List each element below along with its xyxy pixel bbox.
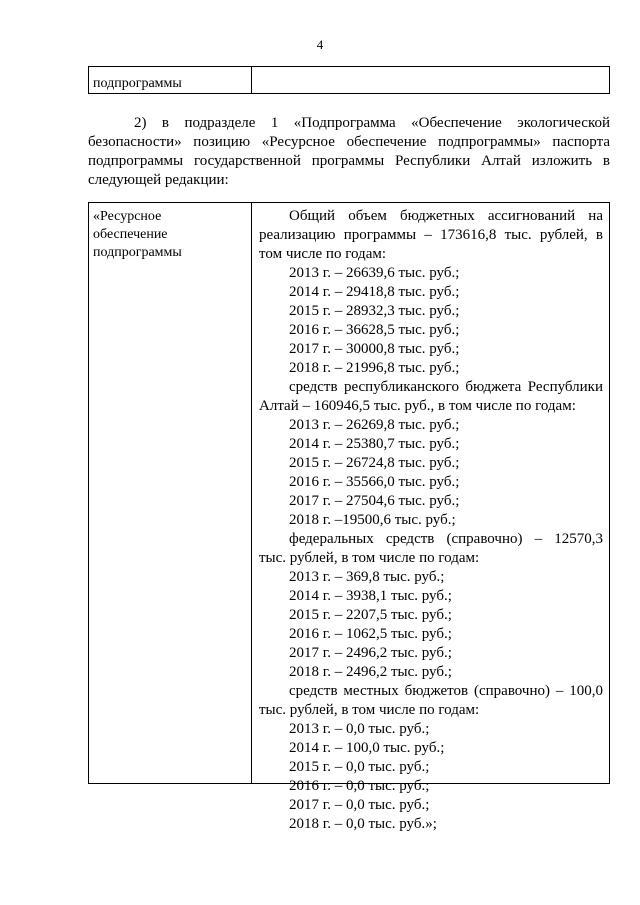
paragraph-line: следующей редакции: — [88, 172, 229, 188]
year-line: 2017 г. – 27504,6 тыс. руб.; — [289, 493, 460, 509]
content-line: средств республиканского бюджета Республики — [289, 379, 603, 395]
content-line: Общий объем бюджетных ассигнований на — [289, 208, 603, 224]
content-line: тыс. рублей, в том числе по годам: — [259, 550, 480, 566]
year-line: 2018 г. – 21996,8 тыс. руб.; — [289, 360, 460, 376]
top-table-cell-label: подпрограммы — [89, 67, 252, 93]
year-line: 2014 г. – 25380,7 тыс. руб.; — [289, 436, 460, 452]
year-line: 2016 г. – 0,0 тыс. руб.; — [289, 778, 430, 794]
year-line: 2016 г. – 35566,0 тыс. руб.; — [289, 474, 460, 490]
year-line: 2013 г. – 369,8 тыс. руб.; — [289, 569, 445, 585]
content-line: федеральных средств (справочно) – 12570,3 — [289, 531, 603, 547]
year-line: 2017 г. – 2496,2 тыс. руб.; — [289, 645, 452, 661]
resource-table — [88, 202, 610, 832]
year-line: 2016 г. – 1062,5 тыс. руб.; — [289, 626, 452, 642]
year-line: 2018 г. – 2496,2 тыс. руб.; — [289, 664, 452, 680]
page-number: 4 — [316, 37, 324, 52]
year-line: 2018 г. – 0,0 тыс. руб.»; — [289, 816, 437, 832]
content-line: том числе по годам: — [259, 246, 387, 262]
year-line: 2015 г. – 0,0 тыс. руб.; — [289, 759, 430, 775]
year-line: 2013 г. – 26639,6 тыс. руб.; — [289, 265, 460, 281]
year-line: 2015 г. – 26724,8 тыс. руб.; — [289, 455, 460, 471]
year-line: 2018 г. –19500,6 тыс. руб.; — [289, 512, 456, 528]
top-table-cell-empty — [252, 67, 609, 93]
year-line: 2016 г. – 36628,5 тыс. руб.; — [289, 322, 460, 338]
content-line: средств местных бюджетов (справочно) – 100,0 — [289, 683, 603, 699]
content-line: Алтай – 160946,5 тыс. руб., в том числе по годам: — [259, 398, 576, 414]
content-line: реализацию программы – 173616,8 тыс. рублей, в — [259, 227, 603, 243]
paragraph-line: безопасности» позицию «Ресурсное обеспечение подпрограммы» паспорта — [88, 134, 610, 150]
label-line: «Ресурсное — [93, 209, 162, 224]
year-line: 2014 г. – 3938,1 тыс. руб.; — [289, 588, 452, 604]
resource-table-content-cell — [252, 203, 609, 832]
resource-table-label-cell — [89, 203, 252, 783]
paragraph-line: 2) в подразделе 1 «Подпрограмма «Обеспечение экологической — [134, 115, 610, 131]
amendment-paragraph — [88, 114, 610, 190]
top-table — [88, 66, 610, 94]
year-line: 2017 г. – 0,0 тыс. руб.; — [289, 797, 430, 813]
year-line: 2014 г. – 29418,8 тыс. руб.; — [289, 284, 460, 300]
label-line: обеспечение — [93, 227, 168, 242]
year-line: 2015 г. – 2207,5 тыс. руб.; — [289, 607, 452, 623]
year-line: 2013 г. – 26269,8 тыс. руб.; — [289, 417, 460, 433]
content-line: тыс. рублей, в том числе по годам: — [259, 702, 480, 718]
label-line: подпрограммы — [93, 245, 182, 260]
paragraph-line: подпрограммы государственной программы Республики Алтай изложить в — [88, 153, 610, 169]
year-line: 2014 г. – 100,0 тыс. руб.; — [289, 740, 445, 756]
year-line: 2017 г. – 30000,8 тыс. руб.; — [289, 341, 460, 357]
year-line: 2013 г. – 0,0 тыс. руб.; — [289, 721, 430, 737]
year-line: 2015 г. – 28932,3 тыс. руб.; — [289, 303, 460, 319]
